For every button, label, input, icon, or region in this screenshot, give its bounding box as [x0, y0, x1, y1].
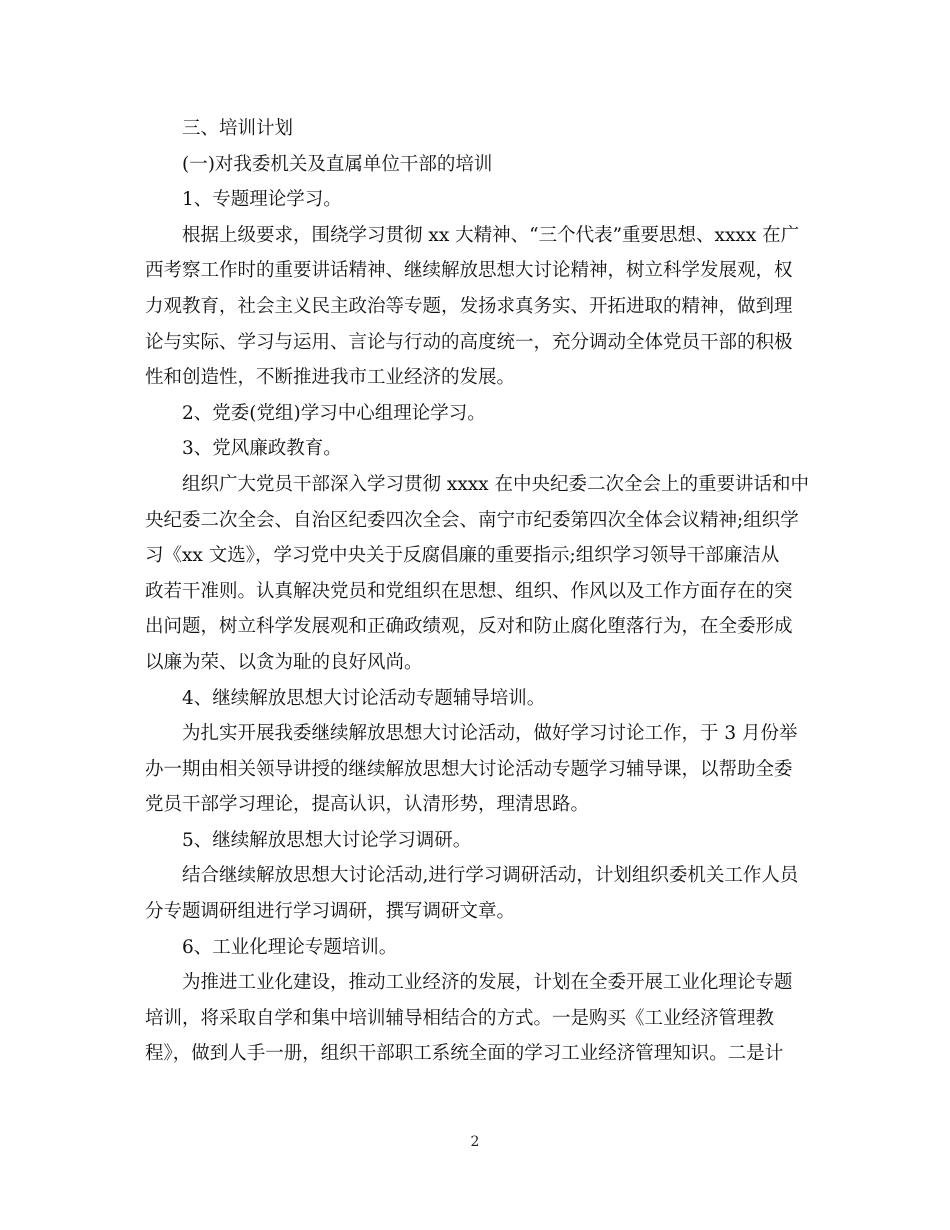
text-line: 力观教育，社会主义民主政治等专题，发扬求真务实、开拓进取的精神，做到理 [145, 295, 793, 317]
text-line: 西考察工作时的重要讲话精神、继续解放思想大讨论精神，树立科学发展观，权 [145, 260, 793, 282]
text-line: 2、党委(党组)学习中心组理论学习。 [182, 402, 486, 424]
text-line: 结合继续解放思想大讨论活动,进行学习调研活动，计划组织委机关工作人员 [182, 865, 799, 887]
text-line: 政若干准则。认真解决党员和党组织在思想、组织、作风以及工作方面存在的突 [145, 580, 793, 602]
text-line: 5、继续解放思想大讨论学习调研。 [182, 829, 472, 851]
text-line: 以廉为荣、以贪为耻的良好风尚。 [145, 651, 423, 673]
document-body [145, 111, 810, 1072]
text-line: 组织广大党员干部深入学习贯彻 xxxx 在中央纪委二次全会上的重要讲话和中 [182, 473, 809, 495]
text-line: 4、继续解放思想大讨论活动专题辅导培训。 [182, 687, 546, 709]
text-line: 为扎实开展我委继续解放思想大讨论活动，做好学习讨论工作，于 3 月份举 [182, 723, 798, 745]
text-line: 性和创造性，不断推进我市工业经济的发展。 [145, 367, 516, 389]
text-line: 党员干部学习理论，提高认识，认清形势，理清思路。 [145, 794, 590, 816]
text-line: 1、专题理论学习。 [182, 189, 342, 211]
text-line: (一)对我委机关及直属单位干部的培训 [182, 153, 493, 175]
text-line: 程》，做到人手一册，组织干部职工系统全面的学习工业经济管理知识。二是计 [145, 1043, 784, 1065]
text-line: 论与实际、学习与运用、言论与行动的高度统一，充分调动全体党员干部的积极 [145, 331, 793, 353]
text-line: 分专题调研组进行学习调研，撰写调研文章。 [145, 901, 516, 923]
text-line: 三、培训计划 [182, 118, 294, 139]
text-line: 3、党风廉政教育。 [182, 438, 342, 460]
text-line: 央纪委二次全会、自治区纪委四次全会、南宁市纪委第四次全体会议精神;组织学 [145, 509, 799, 531]
text-line: 培训，将采取自学和集中培训辅导相结合的方式。一是购买《工业经济管理教 [145, 1007, 775, 1029]
text-line: 为推进工业化建设，推动工业经济的发展，计划在全委开展工业化理论专题 [182, 972, 793, 994]
text-line: 出问题，树立科学发展观和正确政绩观，反对和防止腐化堕落行为，在全委形成 [145, 616, 793, 638]
text-line: 6、工业化理论专题培训。 [182, 936, 398, 958]
text-line: 习《xx 文选》，学习党中央关于反腐倡廉的重要指示;组织学习领导干部廉洁从 [145, 545, 780, 567]
text-line: 根据上级要求，围绕学习贯彻 xx 大精神、“三个代表”重要思想、xxxx 在广 [182, 224, 800, 246]
text-line: 办一期由相关领导讲授的继续解放思想大讨论活动专题学习辅导课，以帮助全委 [145, 758, 793, 780]
page-number: 2 [470, 1134, 480, 1150]
